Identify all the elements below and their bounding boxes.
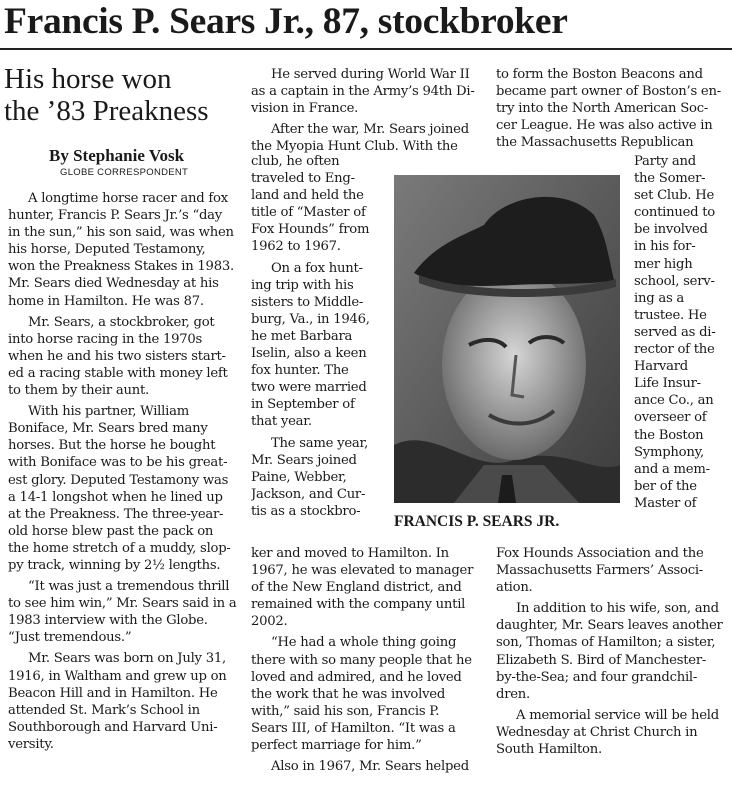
text-line: horses. But the horse he bought bbox=[8, 438, 216, 454]
text-line: hunter, Francis P. Sears Jr.’s “day bbox=[8, 208, 222, 224]
text-line: and a mem- bbox=[634, 461, 710, 477]
text-line: A longtime horse racer and fox bbox=[28, 191, 228, 206]
text-line: In addition to his wife, son, and bbox=[516, 601, 719, 617]
text-line: club, he often bbox=[251, 154, 340, 169]
text-line: He served during World War II bbox=[271, 67, 470, 82]
text-line: 2002. bbox=[251, 614, 288, 630]
text-line: Mr. Sears joined bbox=[251, 452, 357, 468]
text-line: Sears III, of Hamilton. “It was a bbox=[251, 720, 456, 736]
text-line: Party and bbox=[634, 154, 696, 169]
text-line: traveled to Eng- bbox=[251, 171, 355, 187]
text-line: ing as a bbox=[634, 290, 685, 306]
text-line: title of “Master of bbox=[251, 205, 366, 221]
text-line: Symphony, bbox=[634, 444, 704, 460]
text-line: attended St. Mark’s School in bbox=[8, 702, 200, 718]
text-line: as a captain in the Army’s 94th Di- bbox=[251, 84, 475, 100]
text-line: there with so many people that he bbox=[251, 652, 472, 668]
text-line: Southborough and Harvard Uni- bbox=[8, 719, 218, 735]
text-line: the Somer- bbox=[634, 171, 706, 187]
text-line: trustee. He bbox=[634, 307, 707, 323]
text-line: the home stretch of a muddy, slop- bbox=[8, 540, 231, 556]
text-line: versity. bbox=[8, 736, 54, 752]
text-line: daughter, Mr. Sears leaves another bbox=[496, 618, 723, 634]
text-line: remained with the company until bbox=[251, 597, 466, 613]
text-line: in his for- bbox=[634, 239, 696, 255]
text-line: 1983 interview with the Globe. bbox=[8, 613, 208, 629]
text-line: he met Barbara bbox=[251, 328, 353, 344]
text-line: the work that he was involved bbox=[251, 686, 446, 702]
text-line: at the Preakness. The three-year- bbox=[8, 506, 224, 522]
text-line: served as di- bbox=[634, 324, 716, 340]
text-line: 1962 to 1967. bbox=[251, 239, 341, 255]
text-line: py track, winning by 2½ lengths. bbox=[8, 557, 221, 573]
text-line: the Massachusetts Republican bbox=[496, 135, 694, 151]
text-line: to see him win,” Mr. Sears said in a bbox=[8, 596, 237, 612]
text-line: est glory. Deputed Testamony was bbox=[8, 472, 229, 488]
column-3-top bbox=[496, 66, 728, 151]
deck bbox=[4, 63, 249, 127]
text-line: rector of the bbox=[634, 342, 715, 358]
text-line: of the New England district, and bbox=[251, 580, 462, 596]
text-line: Boniface, Mr. Sears bred many bbox=[8, 421, 208, 437]
text-line: Wednesday at Christ Church in bbox=[496, 724, 698, 740]
text-line: Elizabeth S. Bird of Manchester- bbox=[496, 652, 707, 668]
text-line: that year. bbox=[251, 414, 312, 430]
text-line: in September of bbox=[251, 397, 355, 413]
text-line: The same year, bbox=[271, 435, 369, 451]
text-line: cer League. He was also active in bbox=[496, 118, 713, 134]
byline: By Stephanie Vosk bbox=[49, 146, 185, 165]
text-line: Also in 1967, Mr. Sears helped bbox=[271, 759, 469, 775]
portrait-photo bbox=[394, 175, 620, 503]
text-line: A memorial service will be held bbox=[516, 707, 719, 723]
text-line: a 14-1 longshot when he lined up bbox=[8, 489, 223, 505]
text-line: dren. bbox=[496, 686, 530, 702]
headline: Francis P. Sears Jr., 87, stockbroker bbox=[4, 1, 568, 42]
text-line: with,” said his son, Francis P. bbox=[251, 703, 440, 719]
text-line: Beacon Hill and in Hamilton. He bbox=[8, 685, 218, 701]
text-line: loved and admired, and he loved bbox=[251, 669, 462, 685]
text-line: try into the North American Soc- bbox=[496, 101, 709, 117]
text-line: After the war, Mr. Sears joined bbox=[271, 122, 469, 138]
text-line: Harvard bbox=[634, 359, 688, 375]
text-line: “He had a whole thing going bbox=[271, 635, 457, 651]
photo-caption: FRANCIS P. SEARS JR. bbox=[394, 513, 560, 530]
text-line: Mr. Sears, a stockbroker, got bbox=[28, 314, 215, 330]
text-line: burg, Va., in 1946, bbox=[251, 311, 370, 327]
column-3-narrow bbox=[634, 153, 728, 512]
text-line: home in Hamilton. He was 87. bbox=[8, 293, 204, 309]
text-line: son, Thomas of Hamilton; a sister, bbox=[496, 635, 716, 651]
column-3-bottom bbox=[496, 545, 728, 758]
text-line: won the Preakness Stakes in 1983. bbox=[8, 259, 234, 275]
text-line: old horse blew past the pack on bbox=[8, 523, 214, 539]
column-2-narrow bbox=[251, 153, 387, 520]
text-line: to form the Boston Beacons and bbox=[496, 67, 703, 82]
column-2-top bbox=[251, 66, 483, 155]
text-line: South Hamilton. bbox=[496, 742, 602, 758]
text-line: by-the-Sea; and four grandchil- bbox=[496, 669, 698, 685]
text-line: became part owner of Boston’s en- bbox=[496, 84, 721, 100]
text-line: sisters to Middle- bbox=[251, 294, 364, 310]
text-line: his horse, Deputed Testamony, bbox=[8, 242, 206, 258]
text-line: 1916, in Waltham and grew up on bbox=[8, 668, 227, 684]
text-line: perfect marriage for him.” bbox=[251, 738, 422, 754]
text-line: ed a racing stable with money left bbox=[8, 365, 228, 381]
text-line: be involved bbox=[634, 222, 708, 238]
column-1 bbox=[8, 190, 243, 753]
text-line: the Myopia Hunt Club. With the bbox=[251, 139, 458, 155]
text-line: Master of bbox=[634, 495, 697, 511]
deck-line: the ’83 Preakness bbox=[4, 95, 209, 127]
text-line: overseer of bbox=[634, 410, 707, 426]
text-line: when he and his two sisters start- bbox=[8, 348, 226, 364]
text-line: with Boniface was to be his great- bbox=[8, 455, 228, 471]
text-line: Mr. Sears died Wednesday at his bbox=[8, 276, 219, 292]
text-line: Fox Hounds” from bbox=[251, 222, 370, 238]
byline-credit: GLOBE CORRESPONDENT bbox=[60, 167, 189, 178]
text-line: On a fox hunt- bbox=[271, 260, 363, 276]
column-2-bottom bbox=[251, 545, 483, 775]
text-line: the Boston bbox=[634, 427, 704, 443]
text-line: land and held the bbox=[251, 188, 364, 204]
text-line: Iselin, also a keen bbox=[251, 346, 367, 362]
text-line: Fox Hounds Association and the bbox=[496, 546, 704, 561]
text-line: into horse racing in the 1970s bbox=[8, 331, 203, 347]
text-line: ber of the bbox=[634, 478, 697, 494]
text-line: ing trip with his bbox=[251, 277, 354, 293]
text-line: “Just tremendous.” bbox=[8, 630, 132, 646]
text-line: Life Insur- bbox=[634, 376, 701, 392]
text-line: ker and moved to Hamilton. In bbox=[251, 546, 449, 561]
text-line: continued to bbox=[634, 205, 715, 221]
text-line: mer high bbox=[634, 256, 693, 272]
deck-line: His horse won bbox=[4, 63, 172, 95]
text-line: ation. bbox=[496, 580, 533, 596]
text-line: ance Co., an bbox=[634, 393, 714, 409]
headline-rule bbox=[0, 48, 732, 50]
text-line: 1967, he was elevated to manager bbox=[251, 563, 474, 579]
text-line: “It was just a tremendous thrill bbox=[28, 579, 230, 595]
text-line: set Club. He bbox=[634, 188, 714, 204]
text-line: in the sun,” his son said, was when bbox=[8, 225, 234, 241]
text-line: Mr. Sears was born on July 31, bbox=[28, 651, 226, 667]
text-line: school, serv- bbox=[634, 273, 715, 289]
text-line: Paine, Webber, bbox=[251, 469, 347, 485]
text-line: to them by their aunt. bbox=[8, 383, 149, 399]
text-line: fox hunter. The bbox=[251, 363, 349, 379]
text-line: With his partner, William bbox=[28, 404, 189, 420]
text-line: Jackson, and Cur- bbox=[251, 486, 366, 502]
portrait-photo-drawing bbox=[394, 175, 620, 503]
text-line: tis as a stockbro- bbox=[251, 503, 361, 519]
text-line: two were married bbox=[251, 380, 367, 396]
text-line: vision in France. bbox=[251, 101, 359, 117]
text-line: Massachusetts Farmers’ Associ- bbox=[496, 563, 704, 579]
